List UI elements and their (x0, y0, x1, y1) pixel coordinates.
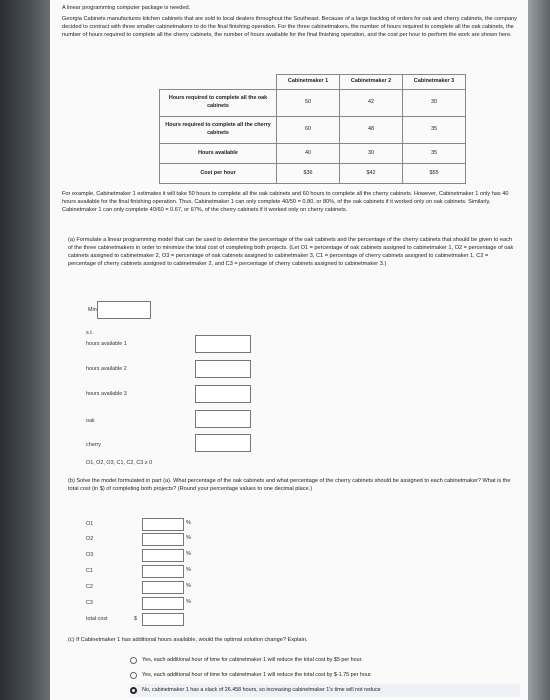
cabinetmaker-table (159, 74, 466, 184)
row-label-oak: Hours required to complete all the oak cabinets (160, 90, 277, 117)
constraint-input-1[interactable] (195, 335, 251, 353)
radio-2[interactable] (130, 672, 137, 679)
nonnegativity-label: O1, O2, O3, C1, C2, C3 ≥ 0 (86, 460, 153, 466)
part-a-text: (a) Formulate a linear programming model that can be used to determine the percentage of the oak cabinets and the percentage of the cherry cabinets that should be given to each of the three cabinetmakers in order to minimize the total cost of completing both projects. (Let O1 = percentage of oak cabinets assigned to cabinetmaker 1, O2 = percentage of oak cabinets assigned to cabinetmaker 2, O3 = percentage of oak cabinets assigned to cabinetmaker 3, C1 = percentage of cherry cabinets assigned to cabinetmaker 1, C2 = percentage of cherry cabinets assigned to cabinetmaker 2, and C3 = percentage of cherry cabinets assigned to cabinetmaker 3.) (68, 237, 514, 268)
cell-cost-1: $36 (277, 164, 340, 184)
row-label-cost: Cost per hour (160, 164, 277, 184)
option-2-label: Yes, each additional hour of time for cabinetmaker 1 will reduce the total cost by $-1.75 per hour. (142, 671, 372, 678)
intro-paragraph: Georgia Cabinets manufactures kitchen cabinets that are sold to local dealers throughout the Southeast. Because of a large backlog of orders for oak and cherry cabinets, the company decided to contract with three smaller cabinetmakers to do the final finishing operation. For the three cabinetmakers, the number of hours required to complete all the oak cabinets, the number of hours required to complete all the cherry cabinets, the number of hours available for the final finishing operation, and the cost per hour to perform the work are shown here. (62, 16, 517, 39)
constraint-label-cherry: cherry (86, 442, 101, 448)
option-3[interactable] (130, 684, 520, 697)
var-label-o2: O2 (86, 536, 94, 542)
pct-unit-c3: % (186, 599, 191, 605)
answer-input-o2[interactable] (142, 533, 184, 546)
min-label: Min (88, 307, 97, 313)
answer-input-c1[interactable] (142, 565, 184, 578)
answer-input-c2[interactable] (142, 581, 184, 594)
cell-oak-2: 42 (340, 90, 403, 117)
row-label-hours: Hours available (160, 144, 277, 164)
pct-unit-o1: % (186, 520, 191, 526)
radio-3-selected[interactable] (130, 687, 137, 694)
cell-cost-3: $55 (403, 164, 466, 184)
answer-input-o1[interactable] (142, 518, 184, 531)
part-b-text: (b) Solve the model formulated in part (a). What percentage of the oak cabinets and what percentage of the cherry cabinets should be assigned to each cabinetmaker? What is the total cost (in $) of completing both projects? (Round your percentage values to one decimal place.) (68, 478, 511, 493)
total-cost-input[interactable] (142, 613, 184, 626)
var-label-c3: C3 (86, 600, 93, 606)
cell-cherry-3: 35 (403, 117, 466, 144)
constraint-input-cherry[interactable] (195, 434, 251, 452)
answer-input-c3[interactable] (142, 597, 184, 610)
cell-oak-1: 50 (277, 90, 340, 117)
intro-line: A linear programming computer package is needed. (62, 5, 191, 11)
cell-hours-3: 35 (403, 144, 466, 164)
var-label-o1: O1 (86, 521, 94, 527)
pct-unit-o3: % (186, 551, 191, 557)
option-2[interactable] (130, 669, 520, 682)
option-1[interactable] (130, 654, 520, 667)
var-label-c1: C1 (86, 568, 93, 574)
cell-hours-2: 30 (340, 144, 403, 164)
constraint-label-2: hours available 2 (86, 366, 127, 372)
constraint-label-3: hours available 3 (86, 391, 127, 397)
row-label-cherry: Hours required to complete all the cherry cabinets (160, 117, 277, 144)
answer-input-o3[interactable] (142, 549, 184, 562)
background-left (0, 0, 50, 700)
cell-oak-3: 30 (403, 90, 466, 117)
currency-symbol: $ (134, 616, 137, 622)
cell-cost-2: $42 (340, 164, 403, 184)
cell-cherry-1: 60 (277, 117, 340, 144)
objective-input[interactable] (97, 301, 151, 319)
option-1-label: Yes, each additional hour of time for cabinetmaker 1 will reduce the total cost by $5 per hour. (142, 656, 363, 663)
constraint-input-oak[interactable] (195, 410, 251, 428)
total-cost-label: total cost (86, 616, 108, 622)
pct-unit-c2: % (186, 583, 191, 589)
option-3-label: No, cabinetmaker 1 has a slack of 26.458 hours, so increasing cabinetmaker 1's time will not reduce (142, 686, 381, 693)
example-paragraph: For example, Cabinetmaker 1 estimates it will take 50 hours to complete all the oak cabinets and 60 hours to complete all the cherry cabinets. However, Cabinetmaker 1 only has 40 hours available for the final finishing operation. Thus, Cabinetmaker 1 can only complete 40/50 = 0.80, or 80%, of the oak cabinets if it worked only on oak cabinets. Similarly, Cabinetmaker 1 can only complete 40/60 = 0.67, or 67%, of the cherry cabinets if it worked only on cherry cabinets. (62, 191, 509, 214)
col-header-3: Cabinetmaker 3 (403, 75, 466, 90)
var-label-c2: C2 (86, 584, 93, 590)
constraint-label-1: hours available 1 (86, 341, 127, 347)
var-label-o3: O3 (86, 552, 94, 558)
pct-unit-c1: % (186, 567, 191, 573)
col-header-1: Cabinetmaker 1 (277, 75, 340, 90)
question-sheet (50, 0, 528, 700)
cell-cherry-2: 48 (340, 117, 403, 144)
constraint-label-oak: oak (86, 418, 95, 424)
col-header-2: Cabinetmaker 2 (340, 75, 403, 90)
constraint-input-2[interactable] (195, 360, 251, 378)
cell-hours-1: 40 (277, 144, 340, 164)
background-right (528, 0, 550, 700)
radio-1[interactable] (130, 657, 137, 664)
st-label: s.t. (86, 330, 94, 336)
part-c-text: (c) If Cabinetmaker 1 has additional hours available, would the optimal solution change? Explain. (68, 637, 308, 643)
pct-unit-o2: % (186, 535, 191, 541)
constraint-input-3[interactable] (195, 385, 251, 403)
